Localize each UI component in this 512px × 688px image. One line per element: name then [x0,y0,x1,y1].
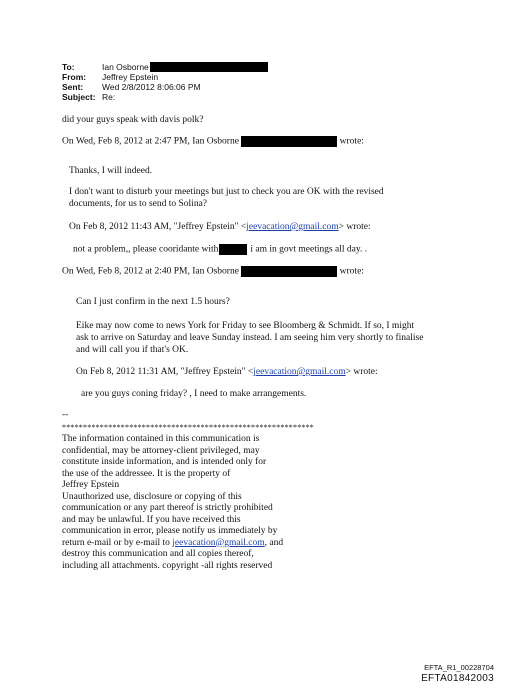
disclaimer-line: destroy this communication and all copies thereof, [62,549,254,559]
bates-ref-1: EFTA_R1_00228704 [424,663,494,672]
disclaimer-line: Unauthorized use, disclosure or copying of this [62,491,242,502]
disclaimer-line: The information contained in this communication is [62,434,260,444]
sent-value: Wed 2/8/2012 8:06:06 PM [102,82,201,92]
disclaimer-line: and may be unlawful. If you have received this [62,514,241,525]
disclaimer-line: communication or any part thereof is strictly prohibited [62,503,273,513]
disclaimer-line: the use of the addressee. It is the property of [62,468,231,479]
to-name: Ian Osborne [102,62,149,72]
disclaimer-text: return e-mail or by e-mail to [62,537,173,548]
message-line-4-tail: i am in govt meetings all day. . [250,244,368,255]
message-line-4-text: not a problem,, please cooridante with [73,244,219,255]
message-line-1: did your guys speak with davis polk? [62,115,204,125]
message-line-3a: I don't want to disturb your meetings but just to check you are OK with the revised [69,187,384,197]
signature-stars: ************************************************************ [62,423,314,432]
message-line-6a: Eike may now come to news York for Friday to see Bloomberg & Schmidt. If so, I might [76,321,415,331]
message-line-6c: and will call you if that's OK. [76,345,189,355]
quote-header-1-text: On Wed, Feb 8, 2012 at 2:47 PM, Ian Osborne [62,136,239,147]
quote-header-1-wrote: wrote: [339,136,364,147]
disclaimer-line: including all attachments. copyright -all rights reserved [62,560,273,571]
quote-header-3 [62,266,364,278]
redaction-bar [241,266,337,277]
redaction-bar [150,62,268,72]
quote-header-2-text: On Feb 8, 2012 11:43 AM, "Jeffrey Epstein" < [69,222,247,232]
redaction-bar [219,244,247,255]
subject-label: Subject: [62,92,96,102]
quote-header-4-text: On Feb 8, 2012 11:31 AM, "Jeffrey Epstein" < [76,367,254,377]
message-line-7: are you guys coning friday? , I need to make arrangements. [81,389,307,399]
from-value: Jeffrey Epstein [102,72,159,82]
message-line-4 [73,244,367,256]
from-label: From: [62,72,87,82]
subject-value: Re: [102,92,116,102]
quote-header-2-wrote: > wrote: [338,222,371,232]
message-line-2: Thanks, I will indeed. [69,166,153,176]
disclaimer-line: Jeffrey Epstein [62,480,120,490]
quote-header-4 [76,367,378,379]
redaction-bar [241,136,337,147]
email-link[interactable]: jeevacation@gmail.com [172,537,265,548]
to-label: To: [62,62,75,72]
message-line-5: Can I just confirm in the next 1.5 hours? [76,297,230,307]
disclaimer-line: confidential, may be attorney-client privileged, may [62,445,260,456]
email-link[interactable]: jeevacation@gmail.com [246,222,339,232]
quote-header-3-wrote: wrote: [339,266,364,277]
message-line-6b: ask to arrive on Saturday and leave Sunday instead. I am seeing him very shortly to finalise [76,333,424,343]
message-line-3b: documents, for us to send to Solina? [69,199,207,209]
email-header [62,62,262,106]
quote-header-2 [69,222,371,234]
signature-dashes: -- [62,410,69,420]
disclaimer-line-email [62,538,283,550]
disclaimer-text: , and [264,537,284,548]
disclaimer-line: constitute inside information, and is intended only for [62,457,267,467]
disclaimer-line: communication in error, please notify us immediately by [62,526,278,536]
bates-ref-2: EFTA01842003 [421,673,494,684]
quote-header-1 [62,136,364,148]
to-value [102,62,268,72]
sent-label: Sent: [62,82,84,92]
email-link[interactable]: jeevacation@gmail.com [253,367,346,377]
quote-header-3-text: On Wed, Feb 8, 2012 at 2:40 PM, Ian Osborne [62,266,239,277]
quote-header-4-wrote: > wrote: [345,367,378,377]
